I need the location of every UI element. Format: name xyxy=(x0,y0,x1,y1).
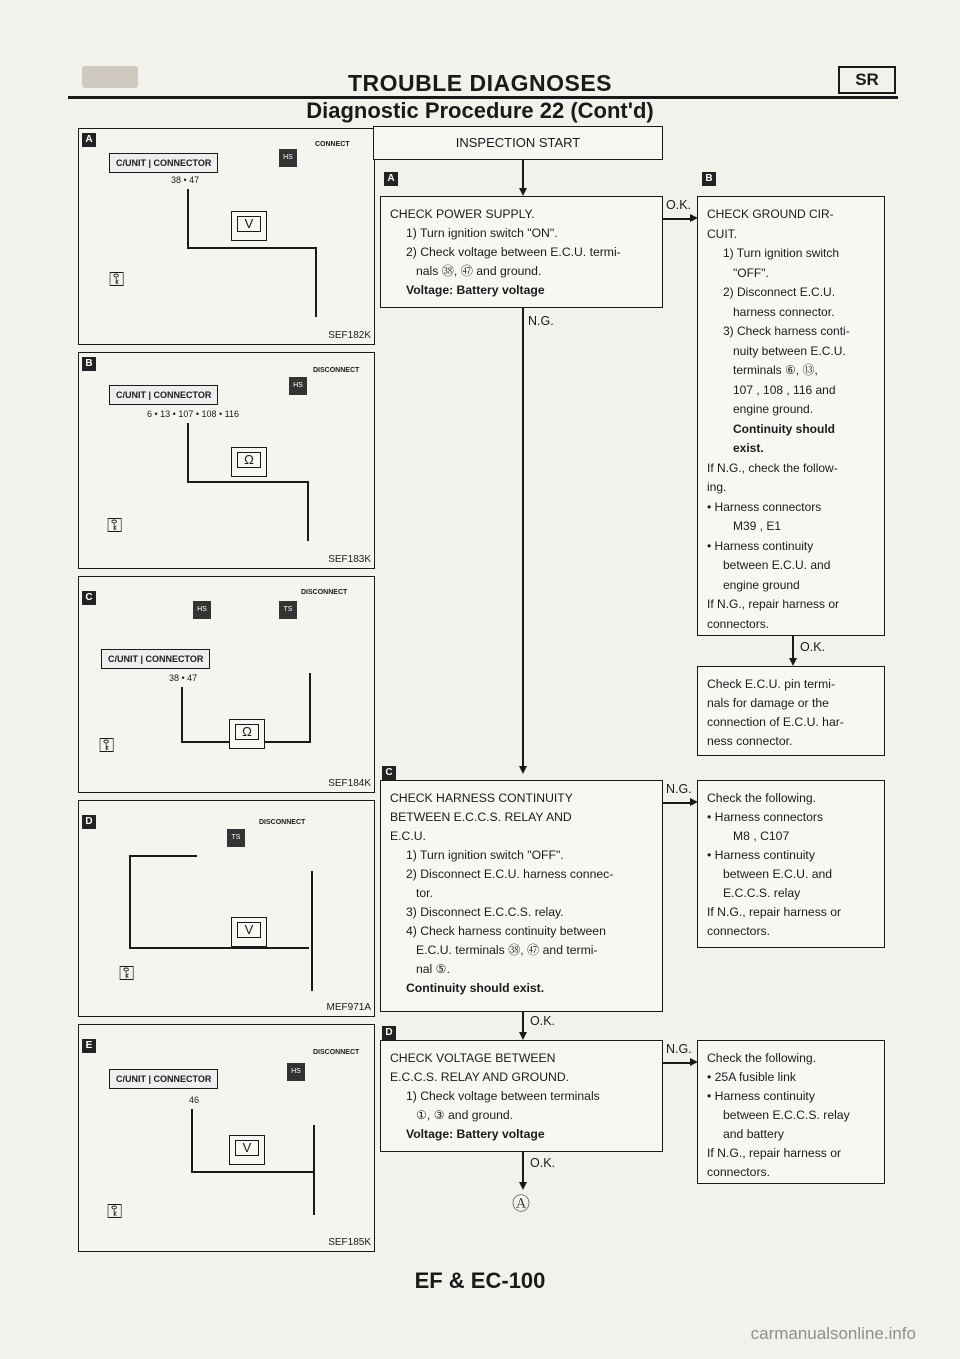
ecu-connector: C/UNIT | CONNECTOR xyxy=(109,1069,218,1089)
hs-disconnect-icon: HS xyxy=(287,1063,305,1081)
figure-panel-a xyxy=(78,128,375,345)
check-following-c-box: Check the following. • Harness connectors M8 , C107 • Harness continuity between E.C.U. and E.C.C.S. relay If N.G., repair harness or connectors. xyxy=(697,780,885,948)
check-pin-terminals-box: Check E.C.U. pin termi- nals for damage or the connection of E.C.U. har- ness connector. xyxy=(697,666,885,756)
step-letter-c: C xyxy=(382,766,396,780)
figure-panel-e xyxy=(78,1024,375,1252)
step-letter-a: A xyxy=(384,172,398,186)
step-letter-d: D xyxy=(382,1026,396,1040)
voltmeter-icon: V xyxy=(231,917,267,947)
figure-panel-c xyxy=(78,576,375,793)
pin-numbers: 6 • 13 • 107 • 108 • 116 xyxy=(147,409,240,419)
figure-code: SEF182K xyxy=(328,330,371,341)
inspection-start-box: INSPECTION START xyxy=(373,126,663,160)
pin-numbers: 38 • 47 xyxy=(171,175,200,185)
ts-disconnect-icon: TS xyxy=(227,829,245,847)
check-power-supply-box: CHECK POWER SUPPLY. 1) Turn ignition switch "ON". 2) Check voltage between E.C.U. termi- nals ㊳, ㊼ and ground. Voltage: Battery voltage xyxy=(380,196,663,308)
check-ground-circuit-box: CHECK GROUND CIR- CUIT. 1) Turn ignition switch "OFF". 2) Disconnect E.C.U. harness connector. 3) Check harness conti- nuity between E.C.U. terminals ⑥, ⑬, 107 , 108 , 116 and engine ground. Continuity should exist. If N.G., check the follow- ing. • Harness connectors M39 , E1 • Harness continuity between E.C.U. and engine ground If N.G., repair harness or connectors. xyxy=(697,196,885,636)
pin-numbers: 46 xyxy=(189,1095,200,1105)
disconnect-note: DISCONNECT xyxy=(259,819,306,826)
voltmeter-icon: V xyxy=(229,1135,265,1165)
ok-label: O.K. xyxy=(800,640,826,654)
ohmmeter-icon: Ω xyxy=(229,719,265,749)
disconnect-note: DISCONNECT xyxy=(313,1049,360,1056)
figure-code: SEF183K xyxy=(328,554,371,565)
page-number: EF & EC-100 xyxy=(414,1268,546,1293)
ng-label: N.G. xyxy=(528,314,554,328)
disconnect-note: DISCONNECT xyxy=(301,589,348,596)
ignition-off-key-icon: ⚿ xyxy=(107,1201,123,1223)
ignition-off-key-icon: ⚿ xyxy=(107,515,123,537)
page-subtitle: Diagnostic Procedure 22 (Cont'd) xyxy=(306,98,654,123)
ng-label: N.G. xyxy=(666,782,692,796)
check-following-d-box: Check the following. • 25A fusible link • Harness continuity between E.C.C.S. relay and battery If N.G., repair harness or connectors. xyxy=(697,1040,885,1184)
continue-a-marker: Ⓐ xyxy=(512,1194,530,1214)
figure-code: MEF971A xyxy=(326,1002,371,1013)
ignition-off-key-icon: ⚿ xyxy=(99,735,115,757)
page-title: TROUBLE DIAGNOSES xyxy=(347,70,613,96)
ecu-connector: C/UNIT | CONNECTOR xyxy=(109,385,218,405)
check-voltage-relay-box: CHECK VOLTAGE BETWEEN E.C.C.S. RELAY AND GROUND. 1) Check voltage between terminals ①, ③ and ground. Voltage: Battery voltage xyxy=(380,1040,663,1152)
figure-letter: C xyxy=(82,591,96,605)
hs-connect-icon: HS xyxy=(279,149,297,167)
sr-badge: SR xyxy=(838,66,896,94)
ok-label: O.K. xyxy=(530,1014,556,1028)
ohmmeter-icon: Ω xyxy=(231,447,267,477)
hs-disconnect-icon: HS xyxy=(289,377,307,395)
watermark: carmanualsonline.info xyxy=(750,1324,916,1343)
figure-panel-d xyxy=(78,800,375,1017)
ecu-connector: C/UNIT | CONNECTOR xyxy=(109,153,218,173)
pin-numbers: 38 • 47 xyxy=(169,673,198,683)
ignition-on-key-icon: ⚿ xyxy=(109,269,125,291)
figure-letter: E xyxy=(82,1039,96,1053)
figure-panel-b xyxy=(78,352,375,569)
figure-letter: D xyxy=(82,815,96,829)
voltmeter-icon: V xyxy=(231,211,267,241)
figure-letter: A xyxy=(82,133,96,147)
figure-code: SEF185K xyxy=(328,1237,371,1248)
ng-label: N.G. xyxy=(666,1042,692,1056)
figure-code: SEF184K xyxy=(328,778,371,789)
ts-disconnect-icon: TS xyxy=(279,601,297,619)
ecu-connector: C/UNIT | CONNECTOR xyxy=(101,649,210,669)
hs-disconnect-icon: HS xyxy=(193,601,211,619)
ignition-off-key-icon: ⚿ xyxy=(119,963,135,985)
disconnect-note: DISCONNECT xyxy=(313,367,360,374)
check-harness-continuity-box: CHECK HARNESS CONTINUITY BETWEEN E.C.C.S. RELAY AND E.C.U. 1) Turn ignition switch "OFF". 2) Disconnect E.C.U. harness connec- tor. 3) Disconnect E.C.C.S. relay. 4) Check harness continuity between E.C.U. terminals ㊳, ㊼ and termi- nal ⑤. Continuity should exist. xyxy=(380,780,663,1012)
figure-letter: B xyxy=(82,357,96,371)
ok-label: O.K. xyxy=(666,198,692,212)
connect-note: CONNECT xyxy=(315,141,350,148)
ok-label: O.K. xyxy=(530,1156,556,1170)
step-letter-b: B xyxy=(702,172,716,186)
